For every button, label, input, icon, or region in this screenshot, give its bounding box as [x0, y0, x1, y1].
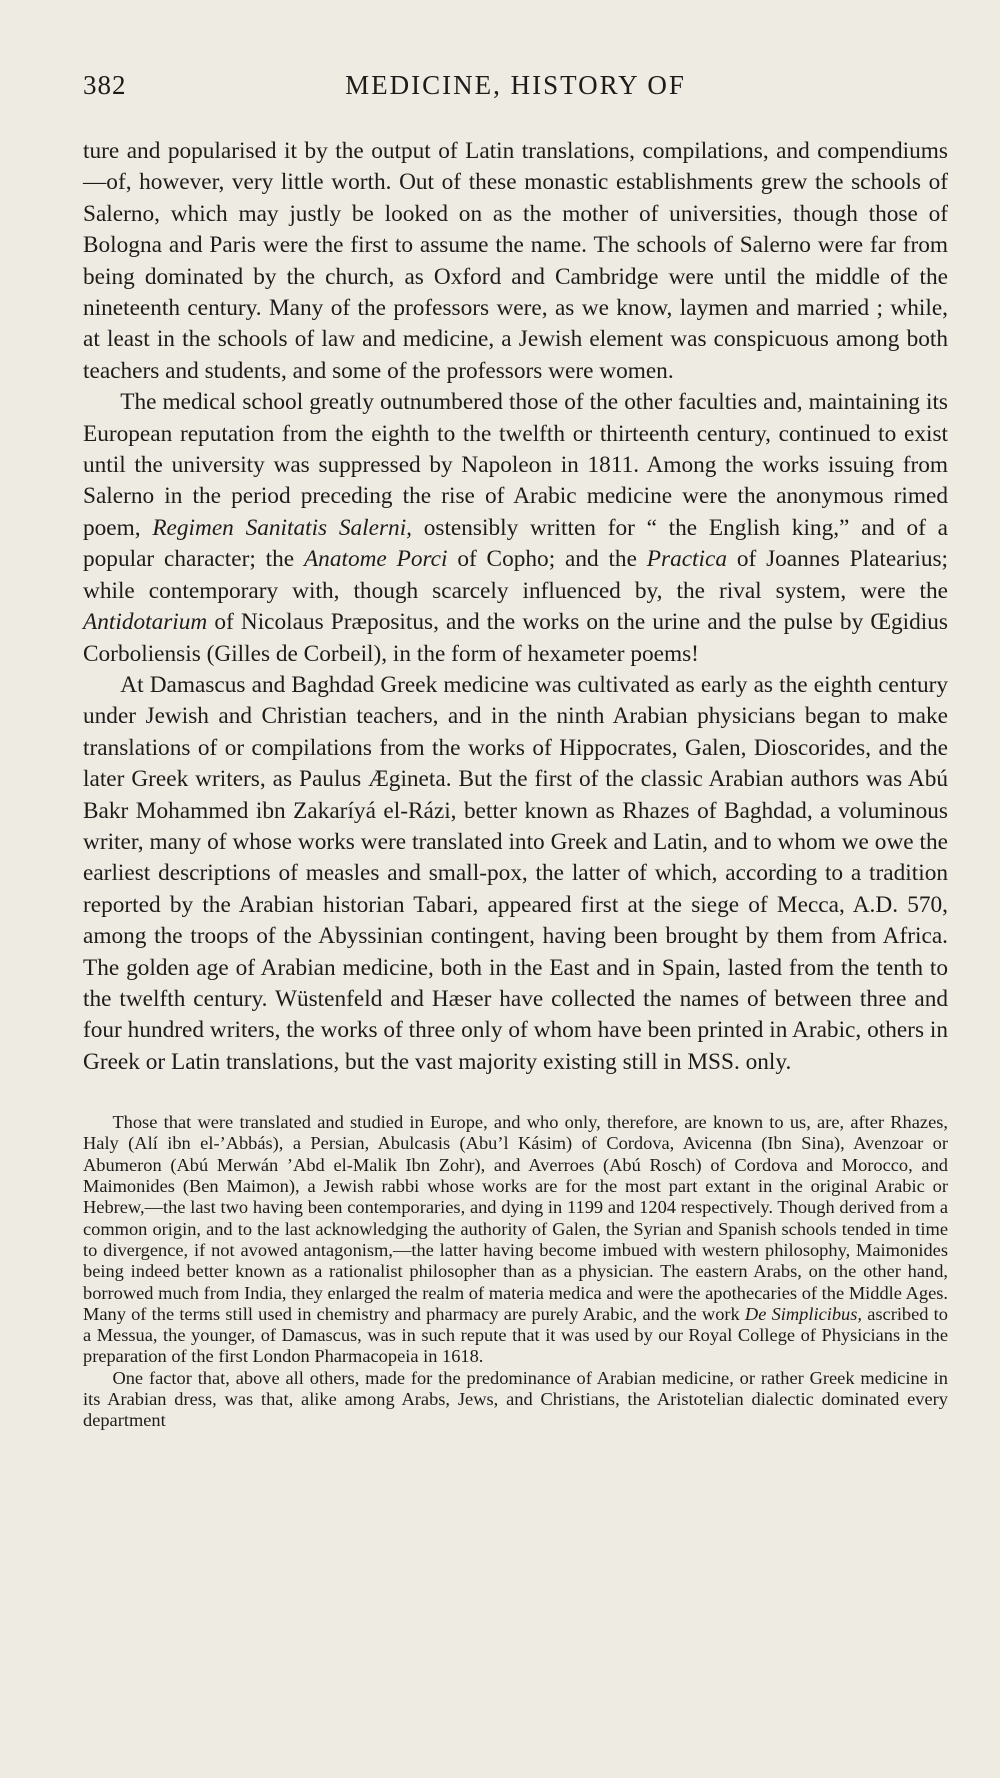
small-print-section — [83, 1112, 948, 1431]
p2-text-c: of Copho; and the — [447, 546, 647, 573]
page-number: 382 — [83, 70, 127, 100]
s1-text-a: Those that were translated and studied in Europe, and who only, therefore, are known to us, are, after Rhazes, Haly (Alí ibn el-’Abbás), a Persian, Abulcasis (Abu’l Kásim) of Cordova, Avicenna (Ibn Sina), Avenzoar or Abumeron (Abú Merwán ’Abd el-Malik Ibn Zohr), and Averroes (Abú Rosch) of Cordova and Morocco, and Maimonides (Ben Maimon), a Jewish rabbi whose works are for the most part extant in the original Arabic or Hebrew,—the last two having been contemporaries, and dying in 1199 and 1204 respectively. Though derived from a common origin, and to the last acknowledging the authority of Galen, the Syrian and Spanish schools tended in time to divergence, if not avowed antagonism,—the latter having become imbued with western philosophy, Maimonides being indeed better known as a rationalist philosopher than as a physician. The eastern Arabs, on the other hand, borrowed much from India, they enlarged the realm of materia medica and were the apothecaries of the Middle Ages. Many of the terms still used in chemistry and pharmacy are purely Arabic, and the work — [83, 1112, 948, 1324]
p2-text-b: ostensibly written for “ the English king,” and of a popular character; the — [83, 514, 948, 573]
main-text — [83, 136, 948, 1078]
small-paragraph-2: One factor that, above all others, made for the predominance of Arabian medicine, or rather Greek medicine in its Arabian dress, was that, alike among Arabs, Jews, and Christians, the Aristotelian dialectic dominated every department — [83, 1367, 948, 1431]
title-de-simplicibus: De Simplicibus, — [744, 1303, 862, 1324]
p2-text-d: of Joannes Platearius; while contemporary with, though scarcely influenced by, the rival system, were the — [83, 546, 949, 604]
p2-text-e: of Nicolaus Præpositus, and the works on the urine and the pulse by Œgidius Corboliensis (Gilles de Corbeil), in the form of hexameter poems! — [83, 609, 948, 667]
paragraph-1: ture and popularised it by the output of Latin translations, compilations, and compendiums—of, however, very little worth. Out of these monastic establishments grew the schools of Salerno, which may justly be looked on as the mother of universities, though those of Bologna and Paris were the first to assume the name. The schools of Salerno were far from being dominated by the church, as Oxford and Cambridge were until the middle of the nineteenth century. Many of the professors were, as we know, laymen and married ; while, at least in the schools of law and medicine, a Jewish element was conspicuous among both teachers and students, and some of the professors were women. — [83, 138, 948, 384]
book-page — [0, 70, 1000, 1778]
title-antidotarium: Antidotarium — [83, 609, 208, 636]
small-paragraph-1 — [83, 1112, 948, 1368]
title-practica: Practica — [646, 546, 727, 573]
page-header — [83, 70, 948, 110]
p2-text-a: The medical school greatly outnumbered those of the other faculties and, maintaining its European reputation from the eighth to the twelfth or thirteenth century, continued to exist until the university was suppressed by Napoleon in 1811. Among the works issuing from Salerno in the period preceding the rise of Arabic medicine were the anonymous rimed poem, — [83, 389, 948, 541]
s1-text-b: ascribed to a Messua, the younger, of Damascus, was in such repute that it was used by our Royal College of Physicians in the preparation of the first London Pharmacopeia in 1618. — [83, 1303, 948, 1367]
paragraph-2 — [83, 387, 948, 670]
paragraph-3: At Damascus and Baghdad Greek medicine was cultivated as early as the eighth century under Jewish and Christian teachers, and in the ninth Arabian physicians began to make translations of or compilations from the works of Hippocrates, Galen, Dioscorides, and the later Greek writers, as Paulus Ægineta. But the first of the classic Arabian authors was Abú Bakr Mohammed ibn Zakaríyá el-Rázi, better known as Rhazes of Baghdad, a voluminous writer, many of whose works were translated into Greek and Latin, and to whom we owe the earliest descriptions of measles and small-pox, the latter of which, according to a tradition reported by the Arabian historian Tabari, appeared first at the siege of Mecca, A.D. 570, among the troops of the Abyssinian contingent, having been brought by them from Africa. The golden age of Arabian medicine, both in the East and in Spain, lasted from the tenth to the twelfth century. Wüstenfeld and Hæser have collected the names of between three and four hundred writers, the works of three only of whom have been printed in Arabic, others in Greek or Latin translations, but the vast majority existing still in MSS. only. — [83, 671, 948, 1075]
running-head: MEDICINE, HISTORY OF — [345, 70, 686, 100]
title-regimen: Regimen Sanitatis Salerni, — [152, 514, 412, 541]
title-anatome: Anatome Porci — [303, 546, 448, 573]
